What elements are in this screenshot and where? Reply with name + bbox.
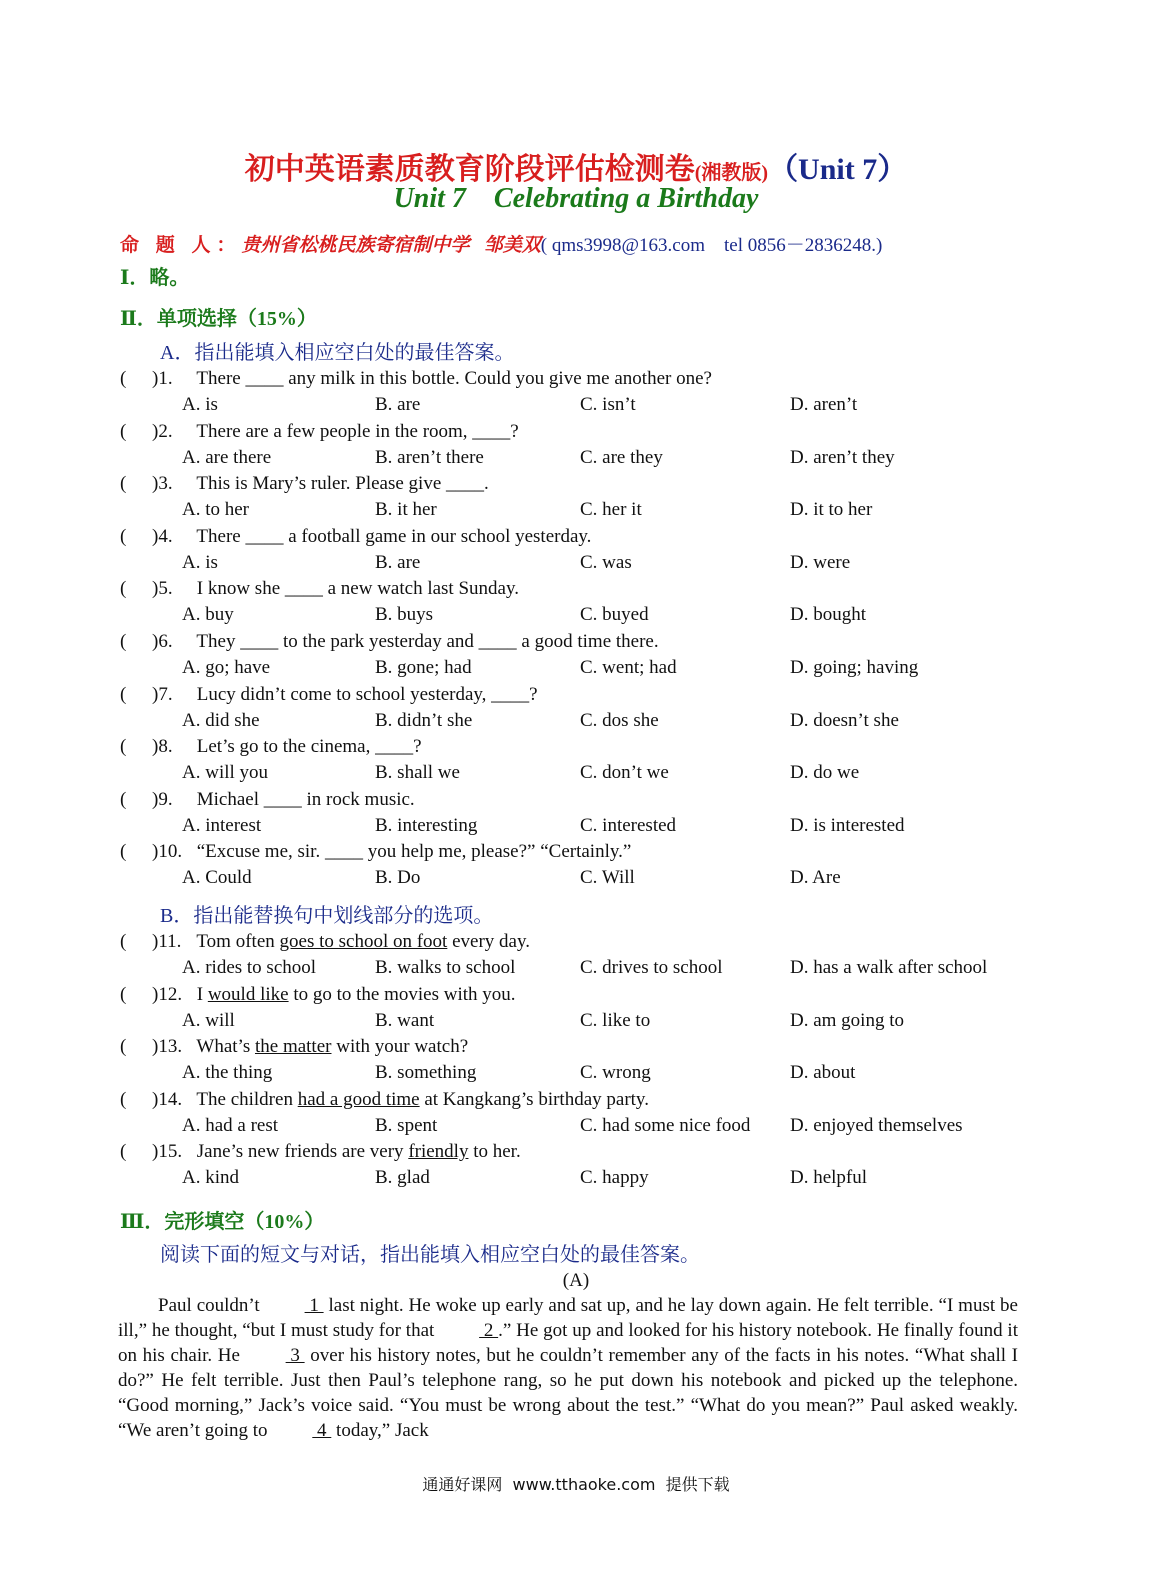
answer-option[interactable]: B. are	[375, 394, 421, 415]
answer-paren-close: )4.	[152, 525, 173, 547]
question-stem	[120, 684, 538, 706]
page-subtitle: Unit 7 Celebrating a Birthday	[393, 183, 759, 214]
cloze-passage	[118, 1293, 1018, 1443]
answer-option[interactable]: C. went; had	[580, 657, 677, 678]
answer-paren-open[interactable]: (	[120, 420, 127, 442]
question-stem	[120, 984, 516, 1006]
answer-option[interactable]: D. helpful	[790, 1167, 868, 1189]
answer-option[interactable]: B. Do	[375, 867, 421, 889]
answer-paren-open[interactable]: (	[120, 1088, 127, 1110]
answer-option[interactable]: A. to her	[182, 499, 250, 521]
passage-label: (A)	[562, 1270, 590, 1291]
question-text: every day.	[447, 931, 530, 952]
question-text: This is Mary’s ruler. Please give ____.	[192, 473, 489, 495]
question-text: What’s	[192, 1036, 255, 1058]
underlined-phrase: would like	[207, 983, 289, 1005]
answer-option[interactable]: D. it to her	[790, 499, 873, 521]
answer-paren-open[interactable]: (	[120, 1141, 127, 1163]
question-text: There are a few people in the room, ____?	[192, 420, 519, 442]
answer-option[interactable]: C. happy	[580, 1167, 649, 1189]
answer-paren-close: )13.	[152, 1036, 183, 1058]
answer-option[interactable]: C. wrong	[580, 1062, 651, 1084]
answer-paren-open[interactable]: (	[120, 525, 127, 547]
answer-option[interactable]: A. had a rest	[182, 1114, 279, 1136]
answer-paren-close: )10.	[152, 841, 183, 863]
answer-option[interactable]: D. enjoyed themselves	[790, 1114, 963, 1136]
answer-option[interactable]: D. were	[790, 551, 851, 573]
question-text: They ____ to the park yesterday and ____ a good time there.	[192, 631, 659, 652]
answer-option[interactable]: B. it her	[375, 499, 437, 521]
question-text: There ____ a football game in our school yesterday.	[192, 525, 592, 547]
answer-paren-open[interactable]: (	[120, 788, 127, 810]
passage-text: last night. He woke up early and sat up, and he lay down again. He felt terrible. “I must be ill,” he thought, “but I must study for that	[118, 1295, 1018, 1341]
answer-option[interactable]: D. aren’t	[790, 394, 858, 415]
section-1-heading: Ⅰ．略。	[120, 267, 190, 289]
question-stem	[120, 368, 712, 390]
answer-option[interactable]: D. about	[790, 1062, 856, 1084]
section-3-heading: Ⅲ．完形填空（10%）	[120, 1211, 325, 1233]
question-stem	[120, 526, 591, 548]
title-unit: （Unit 7）	[768, 153, 908, 186]
answer-paren-close: )9.	[152, 788, 173, 810]
question-stem	[120, 421, 519, 443]
passage-text: Paul couldn’t	[158, 1295, 265, 1316]
answer-paren-close: )11.	[152, 931, 182, 952]
underlined-phrase: goes to school on foot	[279, 931, 448, 952]
answer-option[interactable]: A. will you	[182, 762, 269, 784]
answer-paren-open[interactable]: (	[120, 1036, 127, 1058]
answer-option[interactable]: D. aren’t they	[790, 446, 895, 468]
answer-option[interactable]: B. something	[375, 1062, 477, 1084]
answer-option[interactable]: D. do we	[790, 762, 860, 784]
question-text: I know she ____ a new watch last Sunday.	[192, 578, 519, 600]
underlined-phrase: the matter	[254, 1036, 332, 1058]
answer-option[interactable]: C. buyed	[580, 604, 649, 626]
section-3-instruction: 阅读下面的短文与对话，指出能填入相应空白处的最佳答案。	[160, 1244, 700, 1266]
answer-option[interactable]: C. drives to school	[580, 957, 723, 978]
question-stem	[120, 736, 422, 758]
underlined-phrase: had a good time	[297, 1088, 420, 1110]
footer-text: 通通好课网 www.tthaoke.com 提供下载	[422, 1475, 730, 1494]
passage-text: today,” Jack	[331, 1420, 429, 1441]
answer-paren-open[interactable]: (	[120, 683, 127, 705]
title-edition: (湘教版)	[694, 162, 769, 184]
author-contact: ( qms3998@163.com tel 0856－2836248.)	[540, 235, 883, 256]
answer-paren-open[interactable]: (	[120, 368, 127, 389]
passage-text: .” He got up and looked for his history notebook. He finally found it on his chair. He	[118, 1320, 1018, 1366]
answer-option[interactable]: D. am going to	[790, 1009, 904, 1031]
part-b-instruction: B．指出能替换句中划线部分的选项。	[160, 905, 494, 927]
question-text: to go to the movies with you.	[288, 983, 516, 1005]
answer-option[interactable]: B. spent	[375, 1114, 438, 1136]
answer-option[interactable]: C. are they	[580, 446, 663, 468]
answer-option[interactable]: B. glad	[375, 1167, 430, 1189]
cloze-blank[interactable]: 3	[285, 1345, 305, 1366]
answer-option[interactable]: C. had some nice food	[580, 1114, 751, 1136]
answer-paren-close: )8.	[152, 736, 173, 758]
answer-option[interactable]: D. bought	[790, 604, 866, 626]
answer-option[interactable]: A. the thing	[182, 1062, 273, 1084]
answer-option[interactable]: A. are there	[182, 446, 272, 468]
question-stem	[120, 1036, 468, 1058]
answer-paren-close: )2.	[152, 420, 173, 442]
answer-paren-close: )6.	[152, 631, 173, 652]
answer-option[interactable]: A. Could	[182, 867, 252, 889]
answer-option[interactable]: B. shall we	[375, 762, 460, 784]
answer-option[interactable]: A. is	[182, 551, 218, 573]
answer-option[interactable]: A. interest	[182, 814, 262, 836]
answer-option[interactable]: C. dos she	[580, 709, 659, 731]
answer-paren-close: )14.	[152, 1088, 183, 1110]
question-text: with your watch?	[331, 1036, 469, 1058]
answer-option[interactable]: B. walks to school	[375, 957, 516, 978]
answer-option[interactable]: D. doesn’t she	[790, 709, 899, 731]
cloze-blank[interactable]: 1	[304, 1295, 324, 1316]
answer-paren-close: )3.	[152, 473, 173, 495]
question-text: Tom often	[192, 931, 280, 952]
answer-paren-open[interactable]: (	[120, 736, 127, 758]
author-school: 贵州省松桃民族寄宿制中学 邹美双	[241, 235, 541, 256]
answer-paren-open[interactable]: (	[120, 578, 127, 600]
cloze-blank[interactable]: 4	[312, 1420, 332, 1441]
answer-option[interactable]: B. aren’t there	[375, 446, 484, 468]
answer-paren-close: )12.	[152, 983, 183, 1005]
answer-option[interactable]: C. like to	[580, 1009, 651, 1031]
question-stem	[120, 841, 631, 863]
answer-paren-close: )1.	[152, 368, 173, 389]
title-main: 初中英语素质教育阶段评估检测卷	[244, 153, 695, 186]
answer-option[interactable]: A. will	[182, 1009, 235, 1031]
answer-option[interactable]: A. rides to school	[182, 957, 317, 978]
question-text: I	[192, 983, 208, 1005]
cloze-blank[interactable]: 2	[479, 1320, 499, 1341]
question-text: at Kangkang’s birthday party.	[419, 1088, 649, 1110]
answer-option[interactable]: B. didn’t she	[375, 709, 473, 731]
answer-paren-close: )7.	[152, 683, 173, 705]
question-text: The children	[192, 1088, 298, 1110]
question-stem	[120, 789, 415, 811]
answer-option[interactable]: B. interesting	[375, 814, 478, 836]
answer-option[interactable]: B. buys	[375, 604, 434, 626]
question-stem	[120, 473, 489, 495]
answer-paren-open[interactable]: (	[120, 841, 127, 863]
answer-option[interactable]: B. are	[375, 551, 421, 573]
answer-option[interactable]: C. was	[580, 551, 632, 573]
author-label: 命 题 人：	[120, 235, 242, 256]
question-text: “Excuse me, sir. ____ you help me, please?” “Certainly.”	[192, 841, 632, 863]
question-text: Lucy didn’t come to school yesterday, ____?	[192, 683, 538, 705]
answer-option[interactable]: A. buy	[182, 604, 234, 626]
answer-option[interactable]: B. gone; had	[375, 657, 472, 678]
answer-option[interactable]: B. want	[375, 1009, 435, 1031]
answer-option[interactable]: A. did she	[182, 709, 260, 731]
question-text: to her.	[468, 1141, 521, 1163]
question-stem	[120, 1089, 649, 1111]
answer-option[interactable]: D. has a walk after school	[790, 957, 988, 978]
answer-option[interactable]: D. Are	[790, 867, 841, 889]
part-a-instruction: A．指出能填入相应空白处的最佳答案。	[160, 342, 515, 364]
answer-option[interactable]: A. go; have	[182, 657, 271, 678]
answer-option[interactable]: C. her it	[580, 499, 642, 521]
answer-option[interactable]: C. don’t we	[580, 762, 669, 784]
answer-paren-open[interactable]: (	[120, 931, 127, 952]
underlined-phrase: friendly	[408, 1141, 469, 1163]
answer-option[interactable]: A. kind	[182, 1167, 239, 1189]
answer-paren-open[interactable]: (	[120, 983, 127, 1005]
answer-option[interactable]: D. is interested	[790, 814, 905, 836]
question-stem	[120, 1141, 521, 1163]
answer-option[interactable]: A. is	[182, 394, 218, 415]
page-title	[0, 144, 1152, 188]
question-stem	[120, 631, 659, 653]
question-stem	[120, 578, 519, 600]
author-line	[120, 230, 882, 257]
question-stem	[120, 931, 530, 953]
answer-option[interactable]: D. going; having	[790, 657, 919, 678]
answer-paren-close: )5.	[152, 578, 173, 600]
question-text: Let’s go to the cinema, ____?	[192, 736, 422, 758]
question-text: Michael ____ in rock music.	[192, 788, 415, 810]
answer-paren-close: )15.	[152, 1141, 183, 1163]
answer-paren-open[interactable]: (	[120, 631, 127, 652]
answer-option[interactable]: C. interested	[580, 814, 677, 836]
answer-paren-open[interactable]: (	[120, 473, 127, 495]
passage-text: over his history notes, but he couldn’t remember any of the facts in his notes. “What shall I do?” He felt terrible. Just then Paul’s telephone rang, so he put down his notebook and picked up the telephone. “Good morning,” Jack’s voice said. “You must be wrong about the test.” “What do you mean?” Paul asked weakly. “We aren’t going to	[118, 1345, 1018, 1441]
question-text: There ____ any milk in this bottle. Could you give me another one?	[192, 368, 712, 389]
answer-option[interactable]: C. isn’t	[580, 394, 636, 415]
answer-option[interactable]: C. Will	[580, 867, 635, 889]
section-2-heading: Ⅱ．单项选择（15%）	[120, 308, 317, 330]
question-text: Jane’s new friends are very	[192, 1141, 409, 1163]
